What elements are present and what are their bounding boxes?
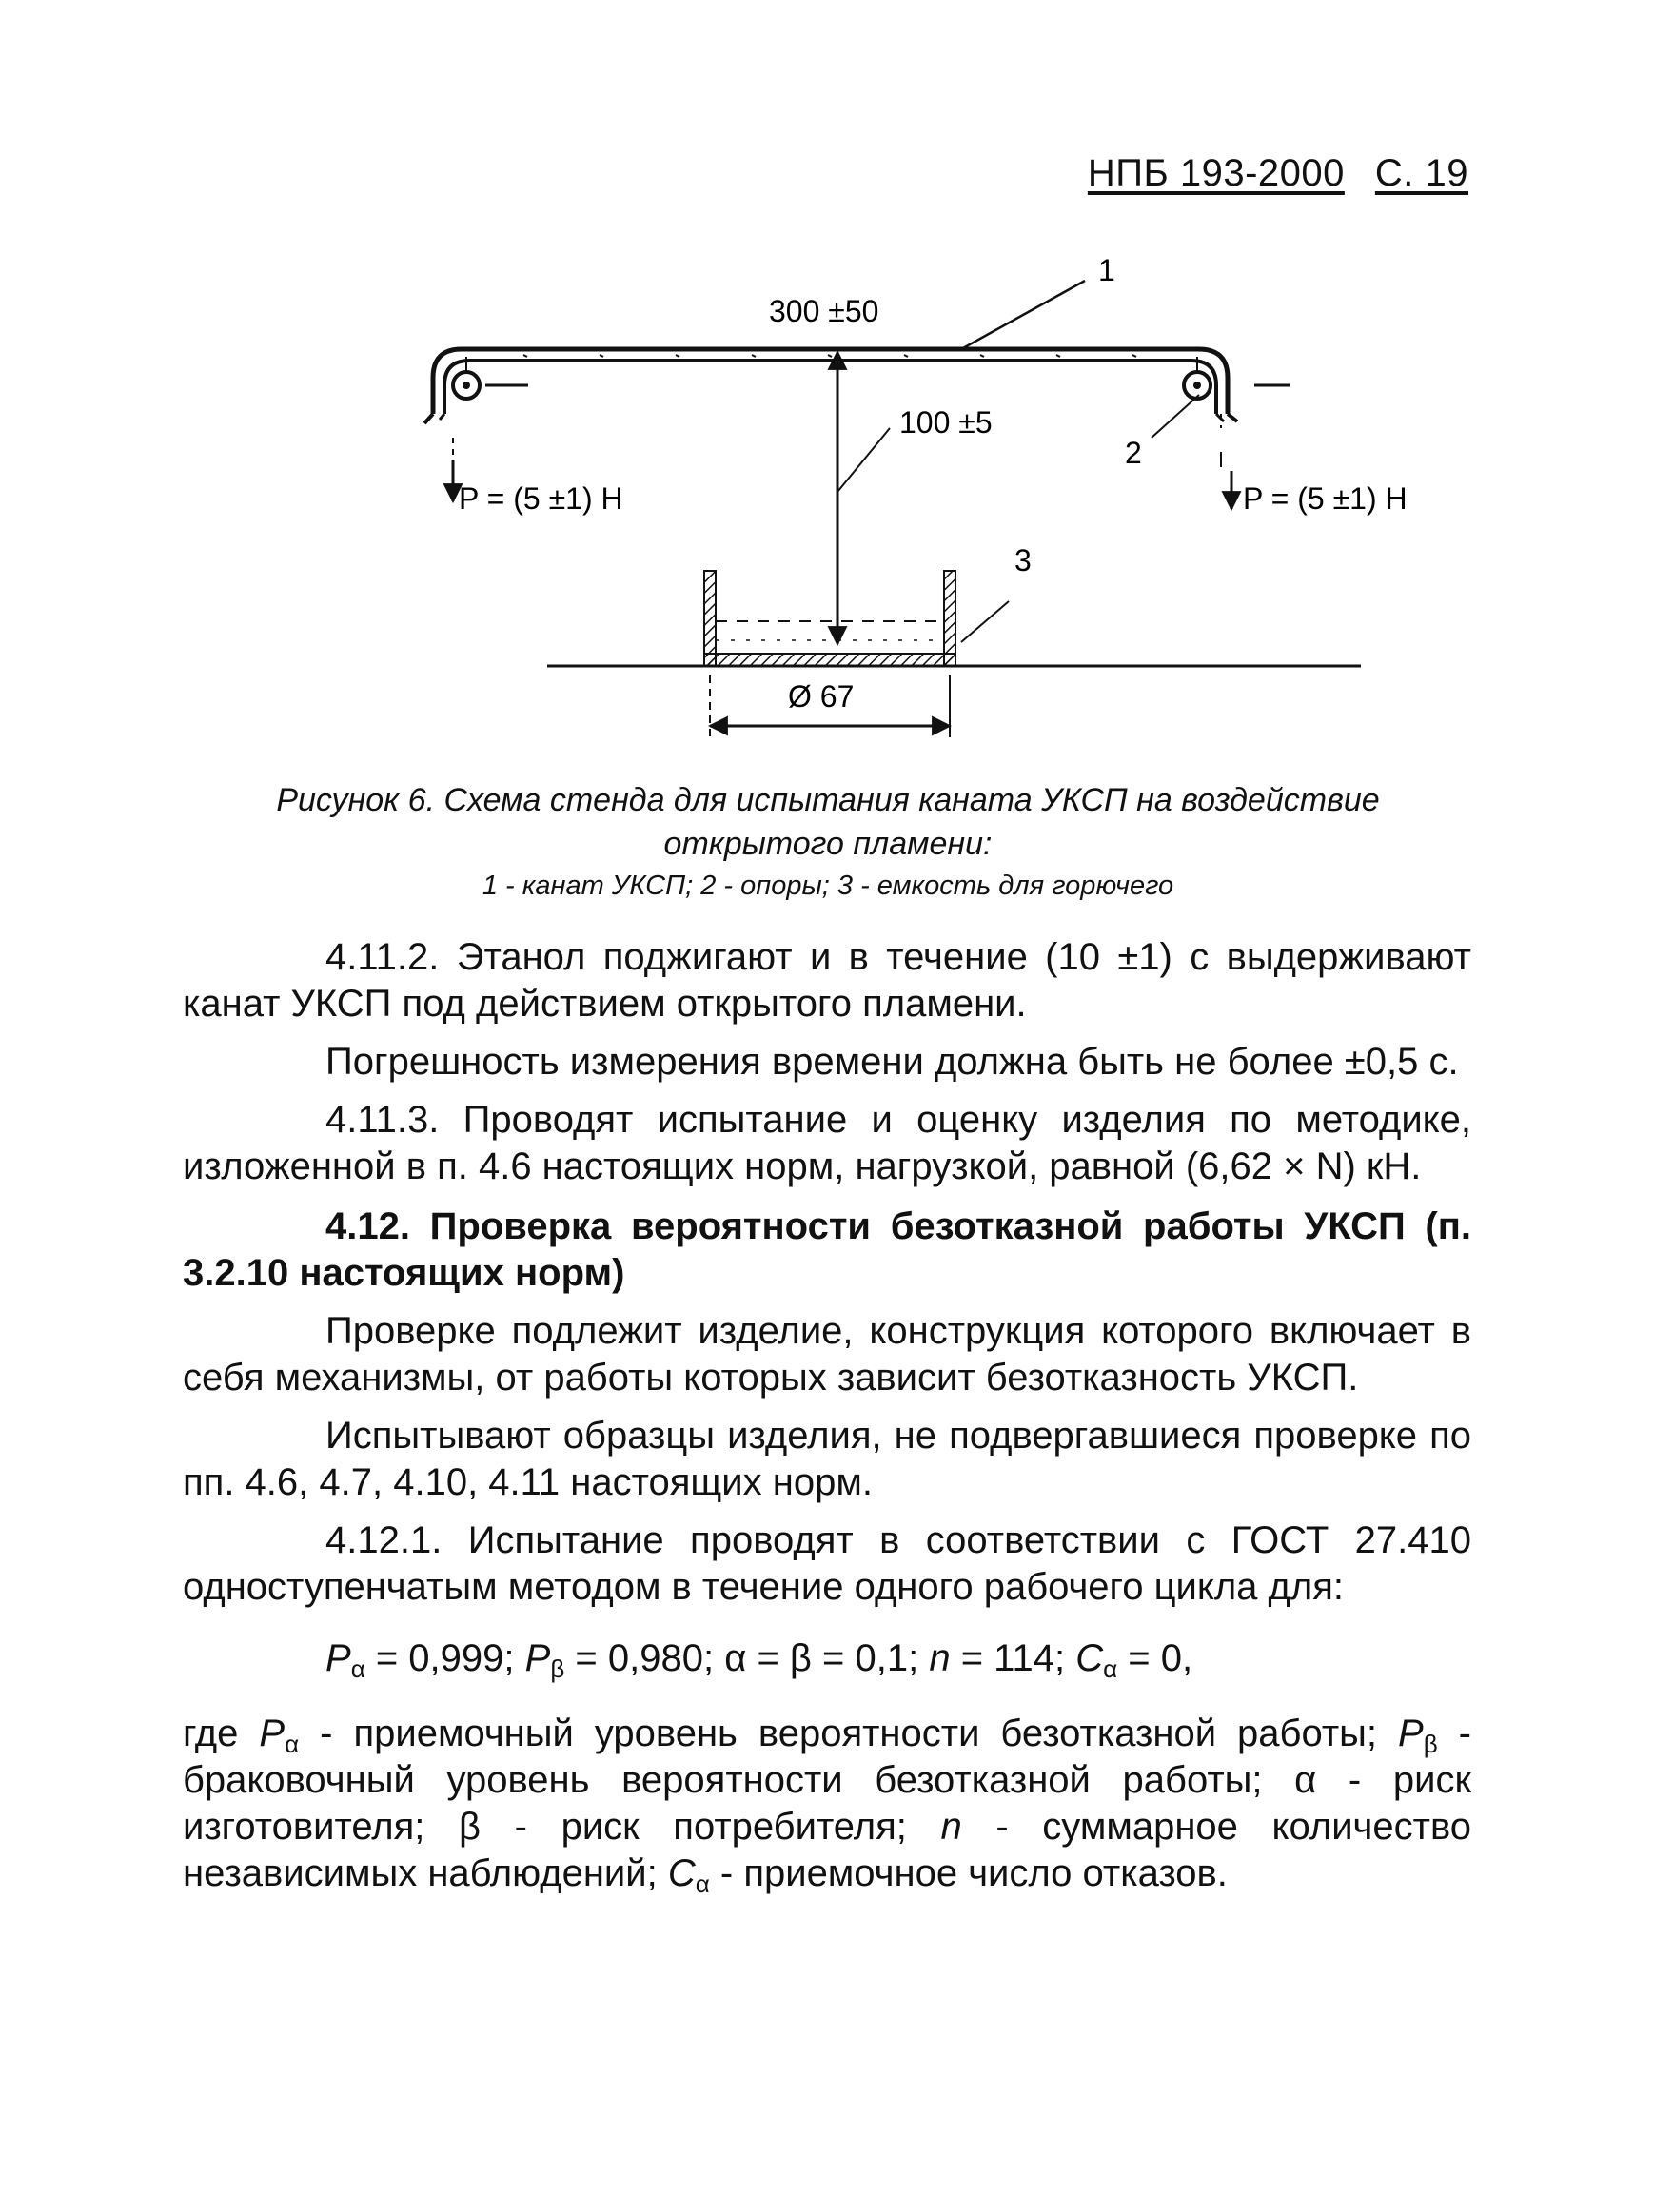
callout-3: 3 <box>1014 543 1032 577</box>
fuel-container-left-wall <box>704 571 716 666</box>
caption-legend: 1 - канат УКСП; 2 - опоры; 3 - емкость для горючего <box>482 871 1174 901</box>
load-left-label: P = (5 ±1) H <box>459 481 623 516</box>
rope-inner <box>444 361 1216 414</box>
caption-title-line2: открытого пламени: <box>663 826 993 862</box>
callout-1: 1 <box>1098 253 1115 287</box>
caption-title-line1: Рисунок 6. Схема стенда для испытания каната УКСП на воздействие <box>276 782 1380 818</box>
doc-code: НПБ 193-2000 <box>1087 152 1345 194</box>
figure-caption <box>171 778 1485 906</box>
paragraph-samples: Испытывают образцы изделия, не подвергавшиеся проверке по пп. 4.6, 4.7, 4.10, 4.11 настоящих норм. <box>183 1415 1471 1503</box>
figure-6-diagram <box>419 243 1437 756</box>
load-right-label: P = (5 ±1) H <box>1243 481 1408 516</box>
fuel-container-right-wall <box>944 571 955 666</box>
paragraph-accuracy: Погрешность измерения времени должна быть не более ±0,5 с. <box>325 1041 1459 1083</box>
dim-diameter-label: Ø 67 <box>788 679 855 714</box>
fuel-container-bottom <box>704 654 955 666</box>
paragraph-4-12-1: 4.12.1. Испытание проводят в соответствии с ГОСТ 27.410 одноступенчатым методом в течение одного рабочего цикла для: <box>183 1519 1471 1608</box>
paragraph-4-11-3: 4.11.3. Проводят испытание и оценку изделия по методике, изложенной в п. 4.6 настоящих норм, нагрузкой, равной (6,62 × N) кН. <box>183 1099 1471 1187</box>
paragraph-definitions: где $P_\alpha$ - приемочный уровень вероятности безотказной работы; $P_\beta$ - браковочный уровень вероятности безотказной работы; α - риск изготовителя; β - риск потребителя; n - суммарное количество независимых наблюдений; $C_\alpha$ - приемочное число отказов. <box>183 1713 1472 1898</box>
dim-height-label: 100 ±5 <box>899 405 993 440</box>
paragraph-subject: Проверке подлежит изделие, конструкция которого включает в себя механизмы, от работы которых зависит безотказность УКСП. <box>183 1310 1471 1399</box>
test-stand-schematic <box>419 243 1437 756</box>
page-header <box>1088 152 1468 195</box>
callout-2: 2 <box>1125 436 1142 470</box>
page-number: С. 19 <box>1374 152 1468 194</box>
dim-span-label: 300 ±50 <box>769 294 879 328</box>
body-text <box>183 934 1471 1897</box>
test-parameters-formula: $P_\alpha = 0,999$; $P_\beta = 0,980$; α = β = 0,1; n = 114; $C_\alpha = 0$, <box>325 1637 1193 1683</box>
section-heading-4-12: 4.12. Проверка вероятности безотказной работы УКСП (п. 3.2.10 настоящих норм) <box>183 1205 1471 1294</box>
paragraph-4-11-2: 4.11.2. Этанол поджигают и в течение (10 ±1) с выдерживают канат УКСП под действием открытого пламени. <box>183 936 1471 1025</box>
